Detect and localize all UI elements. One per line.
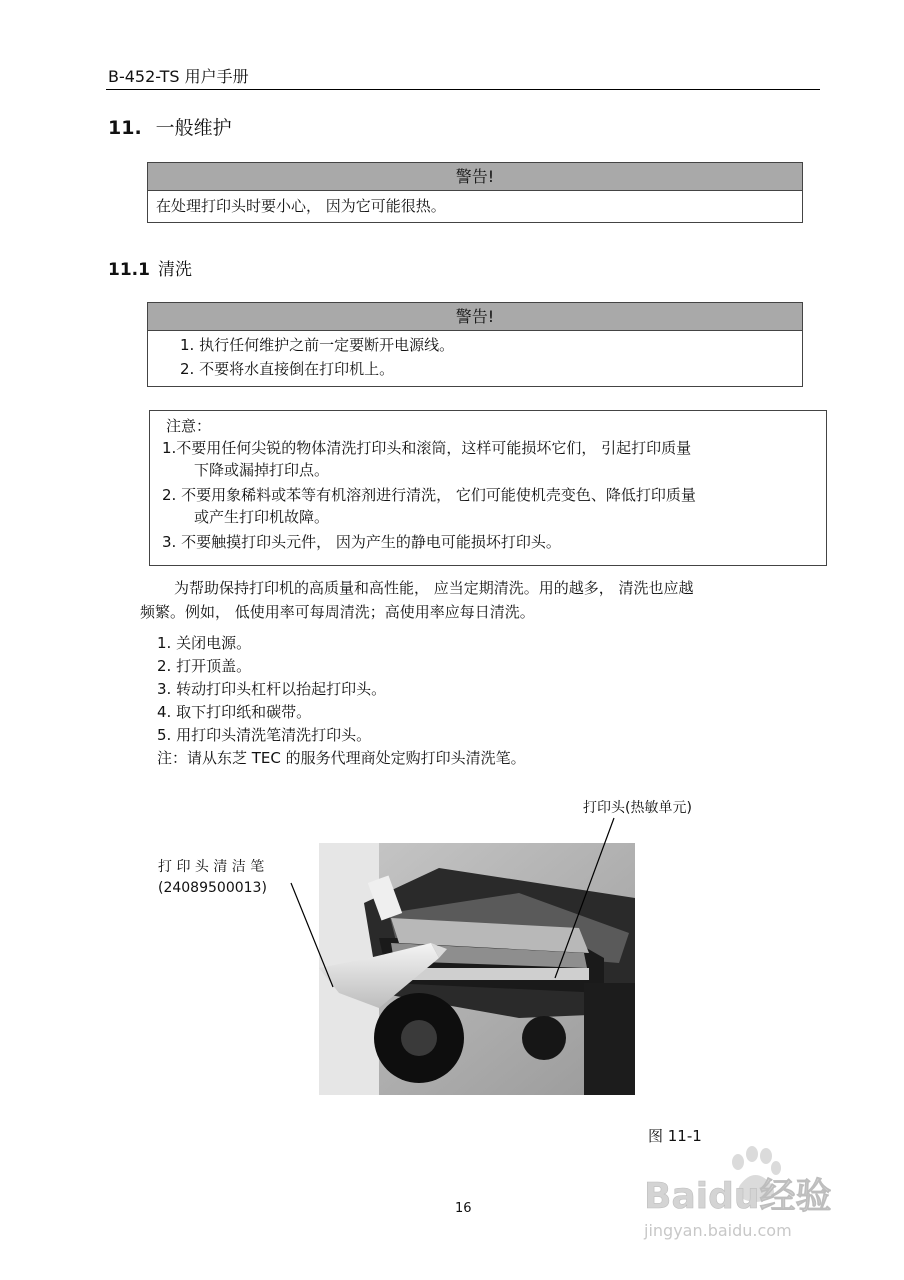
step-item: 4. 取下打印纸和碳带。 [157, 703, 312, 721]
subsection-number: 11.1 [108, 260, 150, 280]
note-item: 2. 不要用象稀料或苯等有机溶剂进行清洗， 它们可能使机壳变色、降低打印质量 [162, 486, 696, 504]
step-item: 1. 关闭电源。 [157, 634, 252, 652]
note-item: 3. 不要触摸打印头元件， 因为产生的静电可能损坏打印头。 [162, 533, 561, 551]
watermark-brand: Baidu经验 [644, 1176, 832, 1217]
warning-label: 警告! [148, 163, 802, 191]
figure-caption: 图 11-1 [648, 1127, 702, 1145]
steps-note: 注：请从东芝 TEC 的服务代理商处定购打印头清洗笔。 [157, 749, 526, 767]
note-title: 注意： [166, 417, 212, 435]
step-item: 2. 打开顶盖。 [157, 657, 252, 675]
warning-item: 2. 不要将水直接倒在打印机上。 [180, 360, 395, 378]
note-item-continuation: 或产生打印机故障。 [194, 508, 330, 526]
baidu-jingyan-watermark [640, 1140, 870, 1250]
step-item: 5. 用打印头清洗笔清洗打印头。 [157, 726, 372, 744]
warning-text: 在处理打印头时要小心， 因为它可能很热。 [156, 197, 446, 215]
watermark-url: jingyan.baidu.com [644, 1221, 792, 1240]
page-number: 16 [455, 1201, 472, 1216]
section-title: 一般维护 [155, 117, 232, 139]
callout-cleaning-pen: 打 印 头 清 洁 笔 [158, 859, 265, 875]
note-item-continuation: 下降或漏掉打印点。 [194, 461, 330, 479]
note-item: 1.不要用任何尖锐的物体清洗打印头和滚筒，这样可能损坏它们， 引起打印质量 [162, 439, 692, 457]
subsection-title: 清洗 [157, 260, 192, 280]
warning-item: 1. 执行任何维护之前一定要断开电源线。 [180, 336, 455, 354]
step-item: 3. 转动打印头杠杆以抬起打印头。 [157, 680, 387, 698]
section-number: 11. [108, 117, 142, 139]
warning-label: 警告! [148, 303, 802, 331]
callout-printhead: 打印头(热敏单元) [583, 800, 692, 816]
document-header-title: B-452-TS 用户手册 [108, 67, 249, 86]
paragraph-line: 为帮助保持打印机的高质量和高性能， 应当定期清洗。用的越多， 清洗也应越 [174, 579, 694, 597]
paragraph-line: 频繁。例如， 低使用率可每周清洗；高使用率应每日清洗。 [140, 603, 535, 621]
callout-pen-part-number: (24089500013) [158, 880, 267, 896]
